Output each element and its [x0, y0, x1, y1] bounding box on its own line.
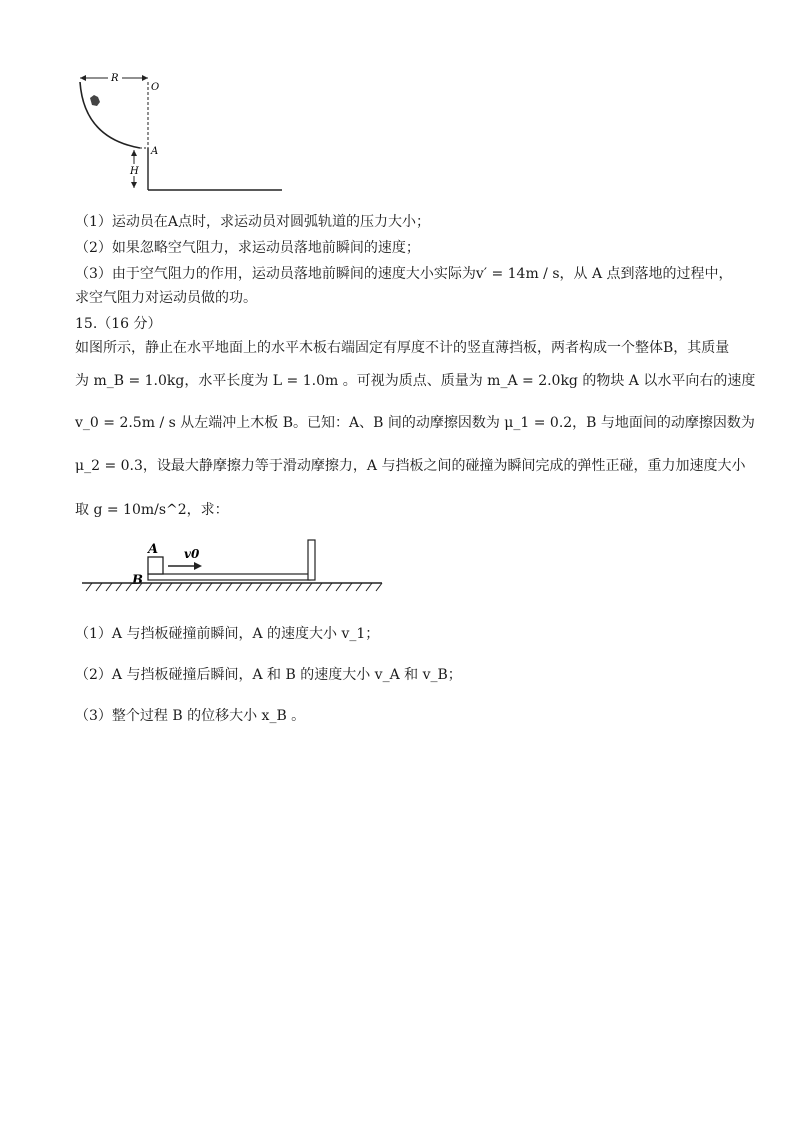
label-R: R — [111, 73, 119, 84]
label-H: H — [130, 166, 139, 177]
q15-part3: （3）整个过程 B 的位移大小 x_B 。 — [75, 708, 306, 724]
figure-arc-track — [70, 68, 290, 196]
q15-number: 15.（16 分） — [75, 316, 162, 332]
q14-part3-line2: 求空气阻力对运动员做的功。 — [75, 290, 257, 306]
label-A: A — [148, 542, 159, 557]
label-B: B — [132, 573, 143, 588]
q14-part2: （2）如果忽略空气阻力，求运动员落地前瞬间的速度； — [75, 240, 420, 256]
q14-part1: （1）运动员在A点时，求运动员对圆弧轨道的压力大小； — [75, 214, 431, 230]
q15-part1: （1）A 与挡板碰撞前瞬间，A 的速度大小 v_1； — [75, 626, 380, 642]
q15-part2: （2）A 与挡板碰撞后瞬间，A 和 B 的速度大小 v_A 和 v_B； — [75, 667, 462, 683]
figure-block-board — [72, 536, 392, 606]
q15-line5: 取 g = 10m/s^2，求： — [75, 502, 229, 518]
q15-line4: μ_2 = 0.3，设最大静摩擦力等于滑动摩擦力，A 与挡板之间的碰撞为瞬间完成的弹性正碰，重力加速度大小 — [75, 458, 746, 474]
label-O: O — [151, 82, 160, 93]
label-A: A — [151, 146, 159, 157]
q15-line3: v_0 = 2.5m / s 从左端冲上木板 B。已知：A、B 间的动摩擦因数为 μ_1 = 0.2，B 与地面间的动摩擦因数为 — [75, 415, 755, 431]
q15-line2: 为 m_B = 1.0kg，水平长度为 L = 1.0m 。可视为质点、质量为 m_A = 2.0kg 的物块 A 以水平向右的速度 — [75, 373, 756, 389]
q14-part3-line1: （3）由于空气阻力的作用，运动员落地前瞬间的速度大小实际为v′ = 14m / s，从 A 点到落地的过程中， — [75, 266, 733, 282]
label-v0: v0 — [184, 547, 200, 561]
q15-line1: 如图所示，静止在水平地面上的水平木板右端固定有厚度不计的竖直薄挡板，两者构成一个整体B，其质量 — [75, 340, 730, 356]
